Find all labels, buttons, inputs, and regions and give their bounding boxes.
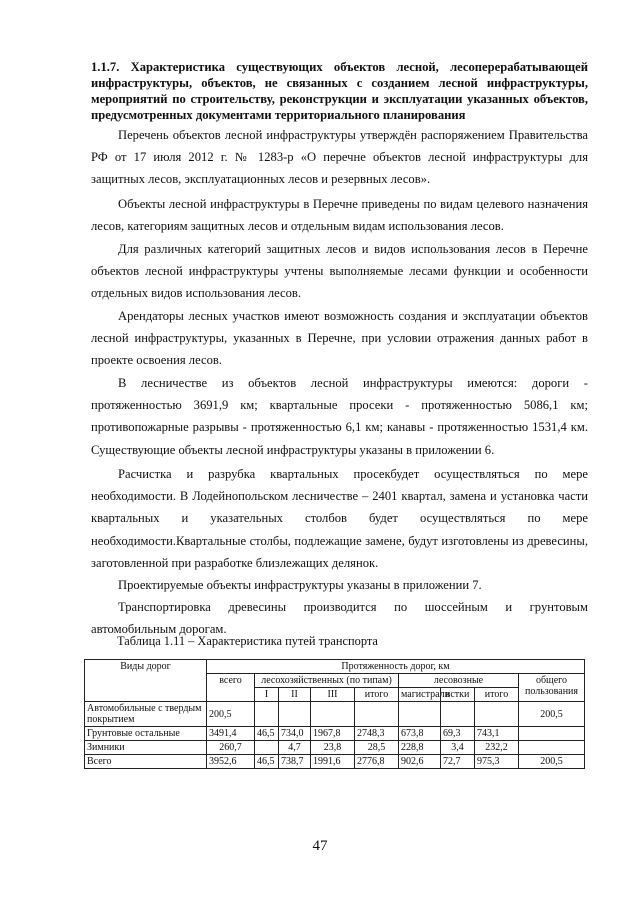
column-header: II (279, 688, 311, 702)
row-label: Грунтовые остальные (85, 727, 207, 741)
table-cell: 4,7 (279, 741, 311, 755)
table-cell (399, 702, 441, 727)
table-cell: 46,5 (255, 727, 279, 741)
table-row (85, 702, 585, 727)
paragraph: Расчистка и разрубка квартальных просекбудет осуществляться по мере необходимости. В Лодейнопольском лесничестве – 2401 квартал, замена и установка части квартальных и указательных столбов будет осуществляться по мере необходимости.Квартальные столбы, подлежащие замене, будут изготовлены из древесины, заготовленной при разработке близлежащих делянок. (91, 467, 588, 570)
column-header: магистрали (399, 688, 441, 702)
table-cell: 200,5 (519, 702, 585, 727)
column-header: общего пользования (519, 674, 585, 702)
section-heading: 1.1.7. Характеристика существующих объектов лесной, лесоперерабатывающей инфраструктуры, объектов, не связанных с созданием лесной инфраструктуры, мероприятий по строительству, реконструкции и эксплуатации указанных объектов, предусмотренных документами территориального планирования (91, 60, 588, 122)
column-header: всего (207, 674, 255, 702)
paragraph: Проектируемые объекты инфраструктуры указаны в приложении 7. (118, 578, 482, 592)
table-cell: 46,5 (255, 755, 279, 769)
table-cell: 72,7 (441, 755, 475, 769)
table-cell (255, 741, 279, 755)
table-cell: 1967,8 (311, 727, 355, 741)
paragraph: Транспортировка древесины производится по шоссейным и грунтовым автомобильным дорогам. (91, 600, 588, 637)
table-cell: 673,8 (399, 727, 441, 741)
table-cell: 3491,4 (207, 727, 255, 741)
column-header: лесохозяйственных (по типам) (255, 674, 399, 688)
table-row (85, 727, 585, 741)
column-header: Виды дорог (85, 660, 207, 702)
table-cell: 28,5 (355, 741, 399, 755)
row-label: Всего (85, 755, 207, 769)
table-cell: 738,7 (279, 755, 311, 769)
paragraph: Перечень объектов лесной инфраструктуры утверждён распоряжением Правительства РФ от 17 июля 2012 г. № 1283-р «О перечне объектов лесной инфраструктуры для защитных лесов, эксплуатационных лесов и резервных лесов». (91, 128, 588, 187)
table-row (85, 755, 585, 769)
paragraph: Объекты лесной инфраструктуры в Перечне приведены по видам целевого назначения лесов, категориям защитных лесов и отдельным видам использования лесов. (91, 197, 588, 234)
table-cell: 3952,6 (207, 755, 255, 769)
table-cell: 743,1 (475, 727, 519, 741)
table-row (85, 741, 585, 755)
table-cell: 200,5 (207, 702, 255, 727)
paragraph: Арендаторы лесных участков имеют возможность создания и эксплуатации объектов лесной инфраструктуры, указанных в Перечне, при условии отражения данных работ в проекте освоения лесов. (91, 309, 588, 368)
table-cell (519, 727, 585, 741)
column-header: встки (441, 688, 475, 702)
table-cell: 975,3 (475, 755, 519, 769)
table-cell: 260,7 (207, 741, 255, 755)
table-cell (441, 702, 475, 727)
table-cell (255, 702, 279, 727)
table-cell: 902,6 (399, 755, 441, 769)
page-number: 47 (312, 838, 328, 854)
table-cell: 228,8 (399, 741, 441, 755)
table-cell: 69,3 (441, 727, 475, 741)
column-header: итого (475, 688, 519, 702)
table-cell: 1991,6 (311, 755, 355, 769)
table-cell (311, 702, 355, 727)
table-cell (279, 702, 311, 727)
table-cell (519, 741, 585, 755)
table-cell: 2776,8 (355, 755, 399, 769)
column-header: Протяженность дорог, км (207, 660, 585, 674)
table-cell (355, 702, 399, 727)
table-cell: 232,2 (475, 741, 519, 755)
paragraph: В лесничестве из объектов лесной инфраструктуры имеются: дороги - протяженностью 3691,9 км; квартальные просеки - протяженностью 5086,1 км; противопожарные разрывы - протяженностью 6,1 км; канавы - протяженностью 1531,4 км. Существующие объекты лесной инфраструктуры указаны в приложении 6. (91, 376, 588, 457)
column-header: лесовозные (399, 674, 519, 688)
column-header: итого (355, 688, 399, 702)
table-cell (475, 702, 519, 727)
row-label: Автомобильные с твердым покрытием (85, 702, 207, 727)
table-caption: Таблица 1.11 – Характеристика путей транспорта (117, 634, 378, 648)
row-label: Зимники (85, 741, 207, 755)
table-cell: 200,5 (519, 755, 585, 769)
column-header: I (255, 688, 279, 702)
column-header: III (311, 688, 355, 702)
table-cell: 23,8 (311, 741, 355, 755)
transport-table (84, 659, 585, 769)
table-cell: 3,4 (441, 741, 475, 755)
paragraph: Для различных категорий защитных лесов и видов использования лесов в Перечне объектов лесной инфраструктуры учтены выполняемые лесами функции и особенности отдельных видов использования лесов. (91, 242, 588, 301)
table-cell: 2748,3 (355, 727, 399, 741)
table-cell: 734,0 (279, 727, 311, 741)
